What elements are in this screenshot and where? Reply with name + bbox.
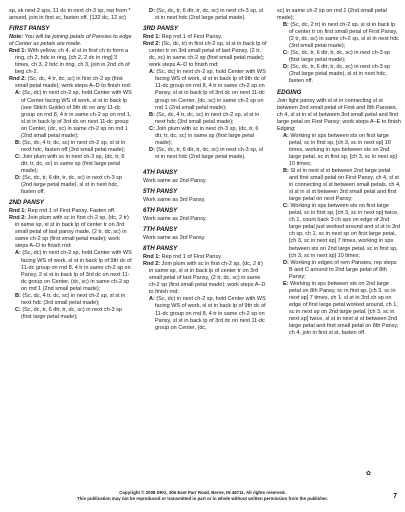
section-heading: 7TH PANSY: [143, 226, 178, 234]
section-heading: 8TH PANSY: [143, 245, 178, 253]
column-right: [277, 8, 401, 337]
copyright-line: Copyright © 2008 DRG, 306 East Parr Road, Berne, IN 46711. All rights reserved.: [119, 490, 286, 495]
paragraph: Work same as 2nd Pansy.: [143, 216, 207, 223]
paragraph: Join light pansy with sl st in connecting sl st between 2nd small petal of First and 8th Pansies, ch 4, sl st in sl st between 3rd small petal and first large petal on First Pansy; work steps A–E to finish Edging:: [277, 97, 401, 132]
paragraph: Work same as 3rd Pansy.: [143, 235, 206, 242]
step-instruction: C: Join plum with sc in next ch-3 sp, (dc, tr, 6 dtr, tr, dc, sc) in same sp (first large petal made);: [149, 125, 259, 146]
section-heading: EDGING: [277, 88, 302, 96]
round-instruction: Rnd 1: With yellow, ch 4, sl st in first ch to form a ring, ch 2, hdc in ring, [ch 2, 2 dc in ring] 3 times, ch 3, 2 hdc in ring, ch 3, join in 2nd ch of beg ch-2.: [9, 48, 130, 76]
section-heading: 2ND PANSY: [9, 199, 44, 207]
section-heading: 5TH PANSY: [143, 187, 178, 195]
section-heading: 3RD PANSY: [143, 25, 178, 33]
step-instruction: D: (Sc, dc, tr, 6 dtr, tr, dc, sc) in next ch-3 sp, sl st in next hdc (2nd large petal made).: [149, 146, 264, 160]
spacer: [143, 161, 267, 166]
step-instruction: D: (Sc, dc, tr, 6 dtr, tr, dc, sc) in next ch-3 sp, sl st in next hdc (2nd large petal made).: [149, 8, 264, 22]
round-instruction: Rnd 1: Rep rnd 1 of First Pansy.: [143, 254, 223, 261]
section-heading: 4TH PANSY: [143, 168, 178, 176]
note-text: Note: You will be joining petals of Pansies to edge of Center as petals are made.: [9, 34, 132, 48]
round-instruction: Rnd 1: Rep rnd 1 of First Pansy. Fasten off.: [9, 208, 116, 215]
permission-line: This publication may not be reproduced or transmitted in part or in whole without written permission from the publisher.: [76, 496, 329, 501]
step-instruction: D: (Sc, dc, tr, 6 dtr, tr, dc, sc) in next ch-3 sp (2nd large petal made), sl st in next hdc, fasten off.: [15, 175, 122, 196]
round-instruction: Rnd 2: (Sc, dc, 4 tr, dc, sc) in first ch-2 sp (first small petal made); work steps A–D to finish rnd:: [9, 76, 132, 90]
step-instruction: C: Join plum with sc in next ch-3 sp, (dc, tr, 6 dtr, tr, dc, sc) in same sp (first large petal made);: [15, 153, 125, 174]
step-instruction: D: Working in edges of rem Pansies, rep steps B and C around to 2nd large petal of 8th Pansy;: [283, 259, 397, 280]
copyright-footer: [0, 490, 405, 502]
column-middle: [143, 8, 267, 332]
section-heading: 6TH PANSY: [143, 207, 178, 215]
step-instruction: B: (Sc, dc, 4 tr, dc, sc) in next ch-2 sp, sl st in next hdc (3rd small petal made);: [15, 292, 126, 306]
flower-mark-icon: ✿: [366, 471, 372, 477]
step-instruction: B: (Sc, dc, 4 tr, dc, sc) in next ch-2 sp, sl st in next hdc, fasten off (3rd small petal made);: [15, 139, 126, 153]
step-instruction: A: (Sc, dc) in next ch-2 sp, hold Center with WS facing WS of work, sl st in back lp of 9th dc of 11-dc group on rnd 8, 4 tr in same ch-2 sp on Pansy, sl st in back lp of 3rd dc on next 11-dc group on Center, (dc, sc) in same ch-2 sp on rnd 1 (2nd small petal made);: [149, 69, 266, 111]
paragraph: sc) in same ch-2 sp on rnd 1 (2nd small petal made);: [277, 8, 387, 22]
step-instruction: B: Sl st in next sl st between 2nd large petal and first small petal on First Pansy, ch 4, sl st in connecting sl st between small petals, ch 4, sl st in sl st between 3rd small petal and first large petal on next Pansy;: [283, 167, 401, 203]
step-instruction: D: (Sc, dc, tr, 6 dtr, tr, dc, sc) in next ch-3 sp (2nd large petal made), sl st in next hdc, fasten off.: [283, 64, 390, 85]
round-instruction: Rnd 2: (Sc, dc, tr) in first ch-2 sp, sl st in back lp of center tr on 3rd small petal of last Pansy, (2 tr, dc, sc) in same ch-2 sp (first small petal made); work steps A–D to finish rnd:: [143, 41, 267, 69]
column-left: [9, 8, 133, 321]
step-instruction: B: (Sc, dc, 2 tr) in next ch-2 sp, sl st in back lp of center tr on first small petal of First Pansy, (2 tr, dc, sc) in same ch-2 sp, sl st in next hdc (3rd small petal made);: [283, 22, 400, 50]
step-instruction: A: (Sc, dc) in next ch-2 sp, hold Center with WS of Center facing WS of work, sl st in back lp (see Stitch Guide) of 9th dc on any 11-dc group on rnd 8, 4 tr in same ch-2 sp on rnd 1, sl st in back lp of 3rd dc on next 11-dc group on Center, (dc, sc) in same ch-2 sp on rnd 1 (2nd small petal made);: [15, 90, 132, 139]
step-instruction: A: (Sc, dc) in next ch-2 sp, hold Center with WS facing WS of work, sl st in back lp of 9th dc of 11-dc group on rnd 8, 4 tr in same ch-2 sp on Pansy, 2 sl st in back lp of 3rd dc on next 11-dc group on Center, (dc, sc) in same ch-2 sp on rnd 1 (2nd small petal made);: [15, 250, 132, 292]
paragraph: sp, sk next 2 sps, 11 dc in next ch-3 sp, rep from * around, join in first sc, fasten off. (132 dc, 12 sc): [9, 8, 131, 22]
step-instruction: C: (Sc, dc, tr, 6 dtr, tr, dc, sc) in next ch-3 sp (first large petal made);: [15, 306, 122, 320]
step-instruction: E: Working in sps between sts on 2nd large petal on 8th Pansy, sc in first sp, [ch 3, sc in next sp] 7 times, ch 1, sl st in 3rd ch sp on edge of first large petal worked around, ch 1, sc in next sp on 2nd large petal, [ch 3, sc in next sp] twice, sl st in next sl st between 2nd large petal and first small petal on 8th Pansy, ch 4, join in first sl st, fasten off.: [283, 280, 399, 337]
paragraph: Work same as 2nd Pansy.: [143, 177, 207, 184]
round-instruction: Rnd 1: Rep rnd 1 of First Pansy.: [143, 34, 223, 41]
round-instruction: Rnd 2: Join plum with sc in first ch-2 sp, (dc, 2 tr) in same sp, sl st in back lp of center tr on 3rd small petal of last Pansy, (2 tr, dc, sc) in same ch-2 sp (first small petal made); work steps A–D to finish rnd:: [143, 261, 266, 296]
step-instruction: B: (Sc, dc, 4 tr, dc, sc) in next ch-2 sp, sl st in next hdc (3rd small petal made);: [149, 111, 260, 125]
step-instruction: C: (Sc, dc, tr, 6 dtr, tr, dc, sc) in next ch-3 sp (first large petal made);: [283, 50, 390, 64]
page-number: 7: [393, 493, 397, 500]
paragraph: Work same as 3rd Pansy.: [143, 196, 206, 203]
step-instruction: C: Working in sps between sts on first large petal, sc in first sp, [ch 3, sc in next sp] twice, ch 1, count back 3 ch sps on edge of 2nd large petal just worked around and sl st in 3rd ch sp, ch 1, sc in next sp on first large petal, [ch 3, sc in next sp] 7 times, working in sps between sts on 2nd large petal, sc in first sp, [ch 3, sc in next sp] 10 times;: [283, 203, 400, 259]
step-instruction: A: Working in sps between sts on first large petal, sc in first sp, [ch 3, sc in next sp] 10 times, working in sps between sts on 2nd large petal, sc in first sp, [ch 3, sc in next sp] 10 times;: [283, 132, 397, 167]
round-instruction: Rnd 2: Join plum with sc in first ch-2 sp, (dc, 2 tr) in same sp, sl st in back lp of center tr on 3rd small petal of last pansy made, (2 tr, dc, sc) in same ch-2 sp (first small petal made); work steps A–D to finish rnd:: [9, 215, 129, 250]
step-instruction: A: (Sc, dc) in next ch-2 sp, hold Center with WS facing WS of work, sl st in back lp of 9th dc of 11-dc group on rnd 8, 4 tr in same ch-2 sp on Pansy, sl st in back lp of 3rd dc on next 11-dc group on Center, (dc,: [149, 296, 266, 331]
section-heading: FIRST PANSY: [9, 25, 50, 33]
